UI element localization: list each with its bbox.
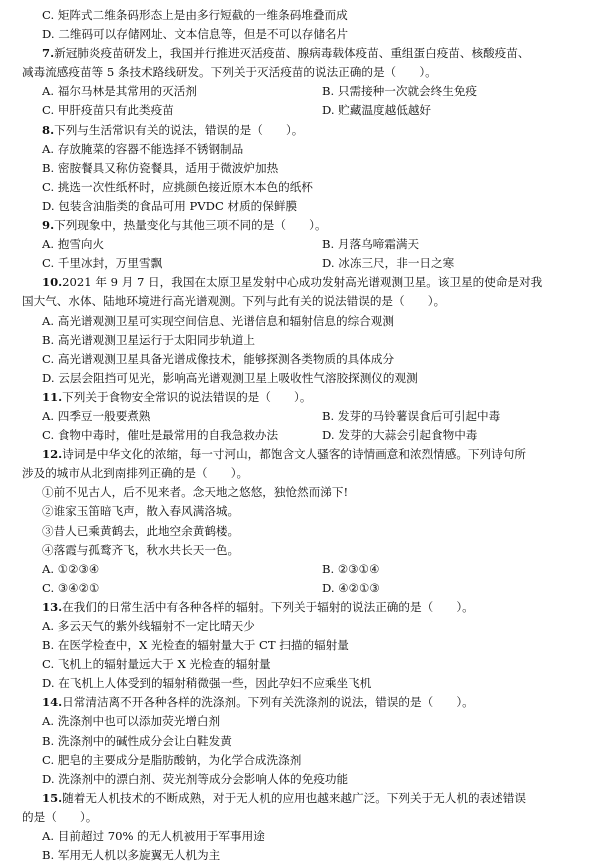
option-b: B. 发芽的马铃薯误食后可引起中毒 <box>322 408 501 423</box>
question-number: 7. <box>42 46 55 61</box>
question-number: 12. <box>42 447 63 462</box>
option-c: C. 千里冰封，万里雪飘 <box>42 256 163 271</box>
option-a: A. 抱雪向火 <box>42 237 105 252</box>
question-13 <box>22 598 591 693</box>
question-number: 11. <box>42 389 63 404</box>
option-b: B. 高光谱观测卫星运行于太阳同步轨道上 <box>42 332 255 347</box>
question-stem: 2021 年 9 月 7 日，我国在太原卫星发射中心成功发射高光谱观测卫星。该卫星的使命是对我 <box>62 275 543 290</box>
option-d: D. 冰冻三尺，非一日之寒 <box>322 256 455 271</box>
question-stem-cont: 涉及的城市从北到南排列正确的是（ ）。 <box>22 466 249 481</box>
question-number: 8. <box>42 122 55 137</box>
question-stem: 随着无人机技术的不断成熟，对于无人机的应用也越来越广泛。下列关于无人机的表述错误 <box>62 790 526 805</box>
question-number: 9. <box>42 218 55 233</box>
question-14 <box>22 693 591 788</box>
option-d: D. 云层会阻挡可见光，影响高光谱观测卫星上吸收性气溶胶探测仪的观测 <box>42 370 418 385</box>
option-b: B. 月落乌啼霜满天 <box>322 237 420 252</box>
question-number: 14. <box>42 695 63 710</box>
question-12 <box>22 445 591 598</box>
option-c: C. 高光谱观测卫星具备光谱成像技术，能够探测各类物质的具体成分 <box>42 351 395 366</box>
option-b: B. 洗涤剂中的碱性成分会让白鞋发黄 <box>42 733 232 748</box>
poem-line-2: ②谁家玉笛暗飞声，散入春风满洛城。 <box>42 504 240 519</box>
option-d: D. 贮藏温度越低越好 <box>322 103 432 118</box>
option-d: D. 洗涤剂中的漂白剂、荧光剂等成分会影响人体的免疫功能 <box>42 771 349 786</box>
question-stem: 下列现象中，热量变化与其他三项不同的是（ ）。 <box>54 218 327 233</box>
option-d: D. ④②①③ <box>322 580 380 595</box>
question-number: 10. <box>42 275 63 290</box>
question-stem: 下列关于食物安全常识的说法错误的是（ ）。 <box>62 389 312 404</box>
question-stem: 在我们的日常生活中有各种各样的辐射。下列关于辐射的说法正确的是（ ）。 <box>62 599 474 614</box>
option-b: B. 军用无人机以多旋翼无人机为主 <box>42 848 221 863</box>
question-10 <box>22 273 591 388</box>
poem-line-3: ③昔人已乘黄鹤去，此地空余黄鹤楼。 <box>42 523 240 538</box>
question-stem: 新冠肺炎疫苗研发上，我国并行推进灭活疫苗、腺病毒载体疫苗、重组蛋白疫苗、核酸疫苗、 <box>54 46 530 61</box>
question-6-option-c: C. 矩阵式二维条码形态上是由多行短截的一维条码堆叠而成 <box>42 8 348 22</box>
option-b: B. 密胺餐具又称仿瓷餐具，适用于微波炉加热 <box>42 160 279 175</box>
question-stem-cont: 的是（ ）。 <box>22 809 98 824</box>
option-a: A. 福尔马林是其常用的灭活剂 <box>42 84 197 99</box>
option-c: C. 肥皂的主要成分是脂肪酸钠，为化学合成洗涤剂 <box>42 752 302 767</box>
option-c: C. 挑选一次性纸杯时，应挑颜色接近原木本色的纸杯 <box>42 179 313 194</box>
option-a: A. 多云天气的紫外线辐射不一定比晴天少 <box>42 619 255 633</box>
option-a: A. 目前超过 70% 的无人机被用于军事用途 <box>42 829 265 844</box>
question-stem: 日常清洁离不开各种各样的洗涤剂。下列有关洗涤剂的说法，错误的是（ ）。 <box>62 695 474 710</box>
option-a: A. ①②③④ <box>42 561 100 576</box>
option-a: A. 高光谱观测卫星可实现空间信息、光谱信息和辐射信息的综合观测 <box>42 313 394 328</box>
option-d: D. 在飞机上人体受到的辐射稍微强一些，因此孕妇不应乘坐飞机 <box>42 676 372 691</box>
option-c: C. 飞机上的辐射量远大于 X 光检查的辐射量 <box>42 657 271 672</box>
question-9 <box>22 216 591 273</box>
option-a: A. 洗涤剂中也可以添加荧光增白剂 <box>42 714 221 729</box>
question-7 <box>22 44 591 120</box>
question-number: 15. <box>42 790 63 805</box>
option-b: B. 只需接种一次就会终生免疫 <box>322 84 478 99</box>
option-d: D. 包装含油脂类的食品可用 PVDC 材质的保鲜膜 <box>42 198 298 213</box>
question-8 <box>22 121 591 216</box>
poem-line-1: ①前不见古人，后不见来者。念天地之悠悠，独怆然而涕下! <box>42 485 349 500</box>
option-b: B. ②③①④ <box>322 561 380 576</box>
option-a: A. 四季豆一般要煮熟 <box>42 408 151 423</box>
option-b: B. 在医学检查中，X 光检查的辐射量大于 CT 扫描的辐射量 <box>42 638 349 653</box>
question-15 <box>22 789 591 865</box>
option-d: D. 发芽的大蒜会引起食物中毒 <box>322 428 478 443</box>
question-stem: 下列与生活常识有关的说法，错误的是（ ）。 <box>54 122 304 137</box>
option-a: A. 存放腌菜的容器不能选择不锈钢制品 <box>42 141 244 156</box>
question-number: 13. <box>42 599 63 614</box>
question-stem-cont: 减毒流感疫苗等 5 条技术路线研发。下列关于灭活疫苗的说法正确的是（ ）。 <box>22 65 437 80</box>
question-6-option-d: D. 二维码可以存储网址、文本信息等，但是不可以存储名片 <box>42 27 349 42</box>
question-stem: 诗词是中华文化的浓缩，每一寸河山，都饱含文人骚客的诗情画意和浓烈情感。下列诗句所 <box>62 447 526 462</box>
option-c: C. 食物中毒时，催吐是最常用的自我急救办法 <box>42 428 279 443</box>
poem-line-4: ④落霞与孤鹜齐飞，秋水共长天一色。 <box>42 542 240 557</box>
option-c: C. 甲肝疫苗只有此类疫苗 <box>42 103 174 118</box>
question-11 <box>22 388 591 445</box>
question-stem-cont: 国大气、水体、陆地环境进行高光谱观测。下列与此有关的说法错误的是（ ）。 <box>22 294 446 309</box>
option-c: C. ③④②① <box>42 580 100 595</box>
